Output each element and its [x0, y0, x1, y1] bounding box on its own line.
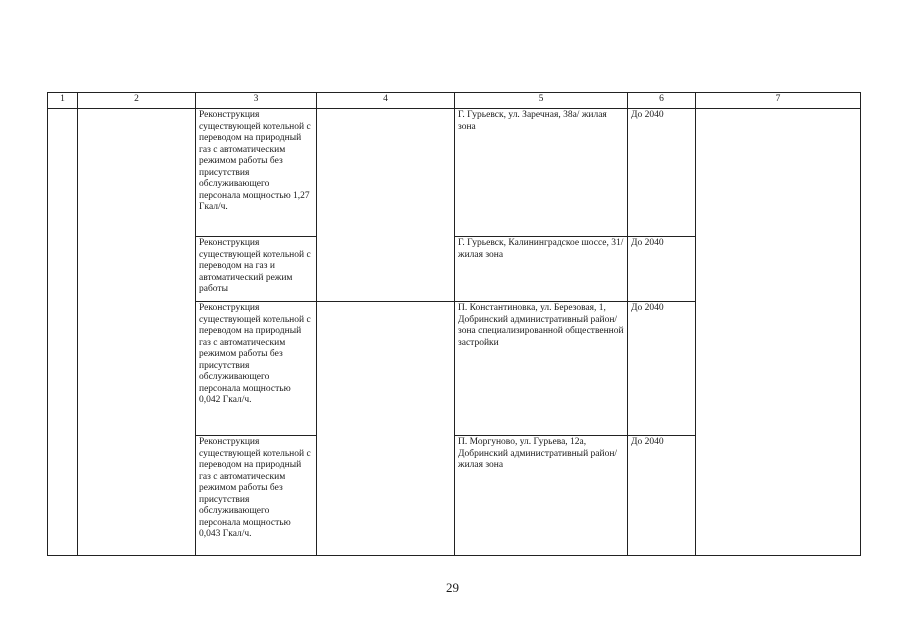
work-description: Реконструкция существующей котельной с переводом на природный газ с автоматическим режимом работы без присутствия обслуживающего персонала мощностью 1,27 Гкал/ч. [196, 109, 317, 237]
header-col-5: 5 [455, 93, 628, 109]
location-cell: Г. Гурьевск, Калининградское шоссе, 31/ жилая зона [455, 237, 628, 302]
header-col-6: 6 [628, 93, 696, 109]
work-description: Реконструкция существующей котельной с переводом на природный газ с автоматическим режимом работы без присутствия обслуживающего персонала мощностью 0,042 Гкал/ч. [196, 302, 317, 436]
deadline-cell: До 2040 [628, 237, 696, 302]
cell-col-4 [317, 302, 455, 556]
work-description: Реконструкция существующей котельной с переводом на природный газ с автоматическим режимом работы без присутствия обслуживающего персонала мощностью 0,043 Гкал/ч. [196, 436, 317, 556]
location-cell: П. Моргуново, ул. Гурьева, 12а, Добринский административный район/ жилая зона [455, 436, 628, 556]
page-number: 29 [446, 580, 459, 595]
cell-col-7 [696, 109, 861, 556]
cell-col-4 [317, 109, 455, 302]
location-cell: Г. Гурьевск, ул. Заречная, 38а/ жилая зона [455, 109, 628, 237]
planning-table [47, 92, 861, 556]
header-col-1: 1 [48, 93, 78, 109]
table-row [48, 109, 861, 237]
work-description: Реконструкция существующей котельной с переводом на газ и автоматический режим работы [196, 237, 317, 302]
header-col-2: 2 [78, 93, 196, 109]
header-row [48, 93, 861, 109]
deadline-cell: До 2040 [628, 109, 696, 237]
deadline-cell: До 2040 [628, 436, 696, 556]
header-col-3: 3 [196, 93, 317, 109]
cell-col-1 [48, 109, 78, 556]
cell-col-2 [78, 109, 196, 556]
header-col-7: 7 [696, 93, 861, 109]
header-col-4: 4 [317, 93, 455, 109]
deadline-cell: До 2040 [628, 302, 696, 436]
location-cell: П. Константиновка, ул. Березовая, 1, Добринский административный район/ зона специализированной общественной застройки [455, 302, 628, 436]
